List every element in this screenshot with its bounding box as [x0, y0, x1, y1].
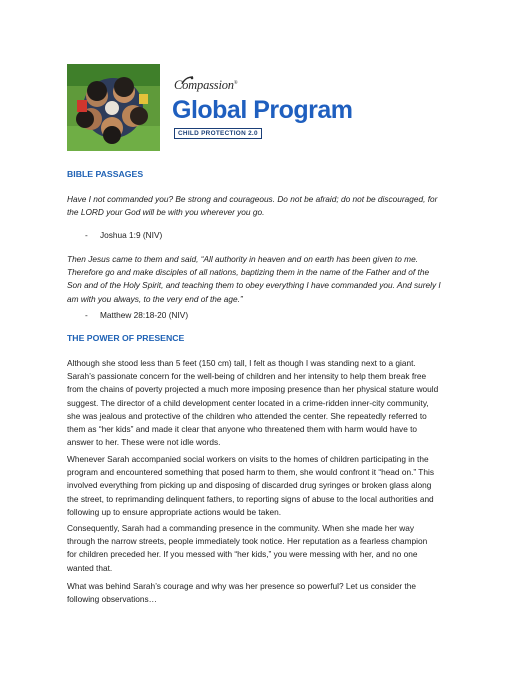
- paragraph-line: wanted that.: [67, 562, 113, 573]
- paragraph-line: the street, to reprimanding delinquent fathers, to reporting signs of abuse to the local authorities and: [67, 493, 434, 504]
- reference-joshua: - Joshua 1:9 (NIV): [85, 230, 163, 240]
- brand-name: Compassion®: [174, 78, 238, 92]
- reference-matthew: - Matthew 28:18-20 (NIV): [85, 310, 189, 320]
- paragraph-3: [67, 522, 465, 575]
- paragraph-line: involved everything from picking up and disposing of discarded drug syringes or broken glass along: [67, 480, 432, 491]
- paragraph-1: [67, 357, 465, 449]
- paragraph-line: suggest. The director of a child development center located in a crime-ridden inner-city community,: [67, 397, 429, 408]
- verse-line: the LORD your God will be with you wherever you go.: [67, 207, 265, 218]
- verse-line: am with you always, to the very end of the age.”: [67, 293, 243, 304]
- verse-joshua: [67, 193, 465, 219]
- brand-subtitle: CHILD PROTECTION 2.0: [174, 128, 262, 139]
- verse-line: Then Jesus came to them and said, “All authority in heaven and on earth has been given to me.: [67, 254, 418, 264]
- paragraph-4: [67, 580, 465, 606]
- paragraph-2: [67, 453, 465, 519]
- paragraph-line: Consequently, Sarah had a commanding presence in the community. When she made her way: [67, 523, 414, 533]
- paragraph-line: from the chains of poverty projected a much more imposing presence than her physical stature would: [67, 384, 439, 395]
- verse-matthew: [67, 253, 465, 306]
- verse-line: Son and of the Holy Spirit, and teaching them to obey everything I have commanded you. And surely I: [67, 280, 441, 291]
- section-heading-bible: BIBLE PASSAGES: [67, 169, 144, 179]
- section-heading-presence: THE POWER OF PRESENCE: [67, 333, 185, 343]
- paragraph-line: Sarah’s passionate concern for the well-being of children and her intensity to help them break free: [67, 371, 427, 382]
- verse-line: Therefore go and make disciples of all nations, baptizing them in the name of the Father and of the: [67, 267, 430, 278]
- paragraph-line: for children preceded her. If you messed with “her kids,” you were messing with her, and no one: [67, 549, 418, 560]
- header-photo: [67, 64, 160, 151]
- brand-title: Global Program: [172, 96, 353, 124]
- paragraph-line: she was jealous and protective of the children who attended the center. She repeatedly referred to: [67, 410, 427, 421]
- paragraph-line: following observations…: [67, 594, 157, 605]
- paragraph-line: through the narrow streets, people immediately took notice. Her reputation as a fearless champion: [67, 536, 428, 547]
- paragraph-line: What was behind Sarah’s courage and why was her presence so powerful? Let us consider the: [67, 581, 416, 591]
- paragraph-line: program and encountered something that posed harm to them, she would confront it “head on.” This: [67, 467, 434, 478]
- paragraph-line: answer to her. These were not idle words.: [67, 437, 221, 448]
- paragraph-line: Whenever Sarah accompanied social workers on visits to the homes of children participating in the: [67, 454, 429, 464]
- paragraph-line: Although she stood less than 5 feet (150 cm) tall, I felt as though I was standing next to a giant.: [67, 358, 416, 368]
- paragraph-line: following up to ensure appropriate actions would be taken.: [67, 506, 282, 517]
- verse-line: Have I not commanded you? Be strong and courageous. Do not be afraid; do not be discouraged, for: [67, 194, 438, 204]
- paragraph-line: them as “her kids” and made it clear that anyone who threatened them with harm would have to: [67, 424, 418, 435]
